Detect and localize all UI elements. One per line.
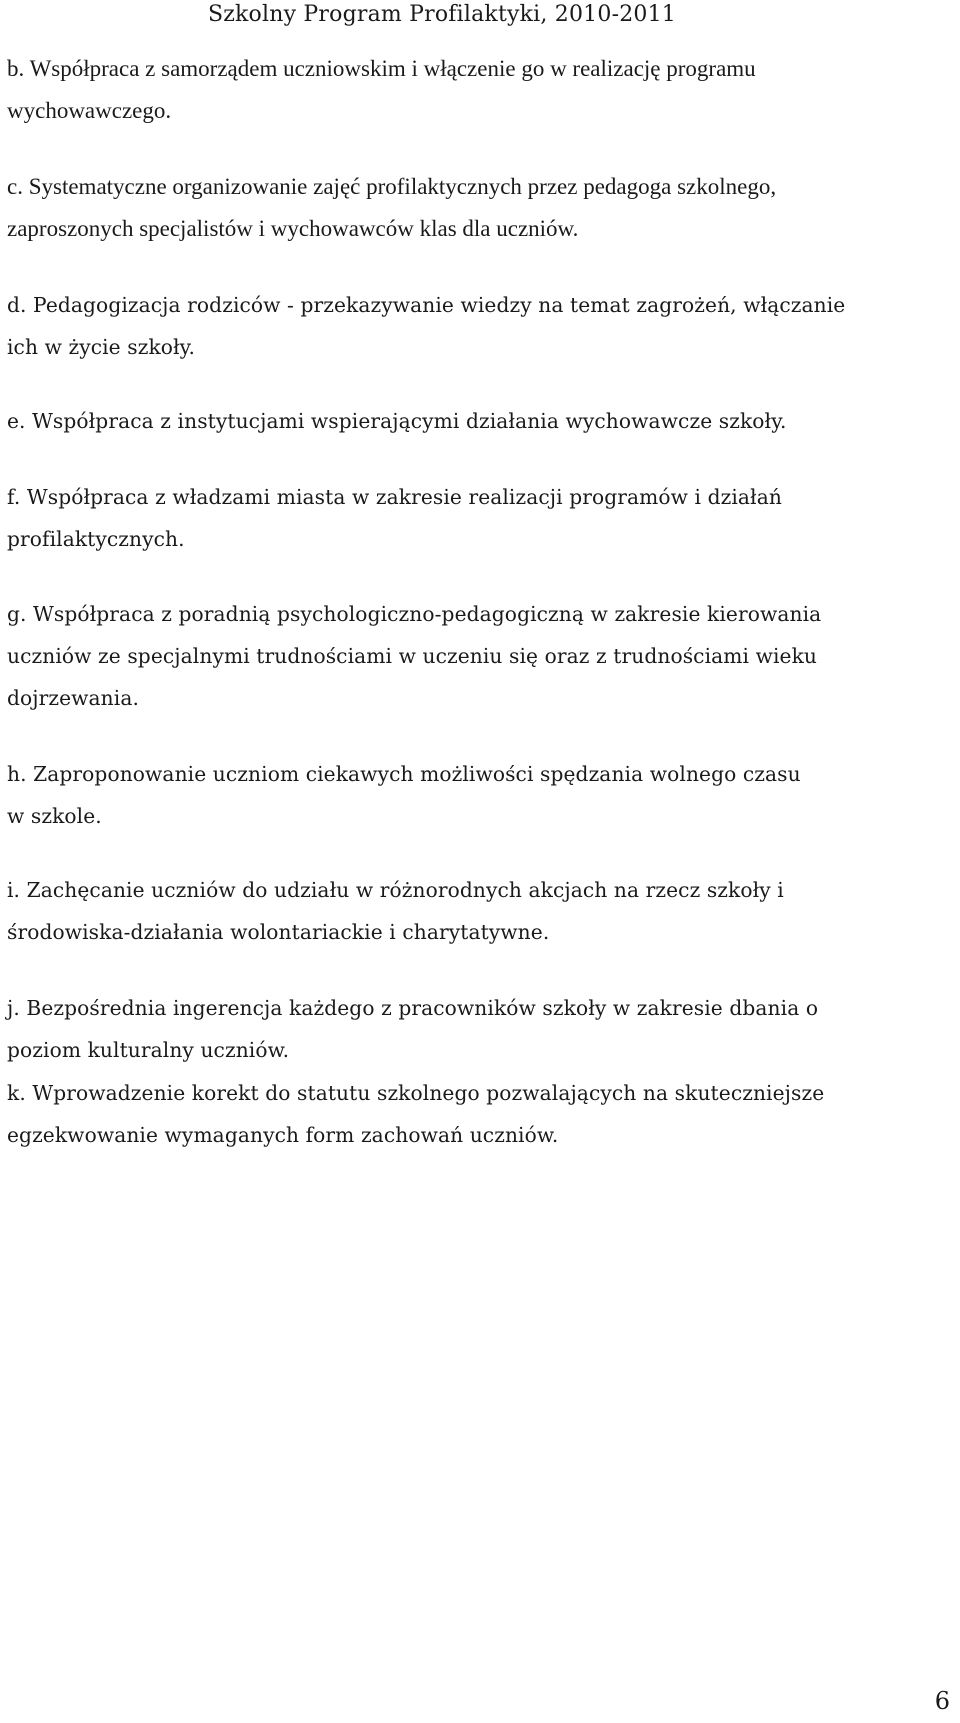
text-line: ich w życie szkoły. <box>7 335 196 359</box>
text-line: środowiska-działania wolontariackie i charytatywne. <box>7 920 550 944</box>
text-line: h. Zaproponowanie uczniom ciekawych możliwości spędzania wolnego czasu <box>7 762 801 786</box>
text-line: egzekwowanie wymaganych form zachowań uczniów. <box>7 1123 559 1147</box>
list-item-g <box>7 593 907 719</box>
text-line: wychowawczego. <box>7 98 172 123</box>
text-line: g. Współpraca z poradnią psychologiczno-pedagogiczną w zakresie kierowania <box>7 602 822 626</box>
list-item-d <box>7 284 907 368</box>
list-item-j <box>7 987 907 1071</box>
text-line: k. Wprowadzenie korekt do statutu szkolnego pozwalających na skuteczniejsze <box>7 1081 825 1105</box>
list-item-h <box>7 753 907 837</box>
list-item-c <box>7 166 907 250</box>
text-line: profilaktycznych. <box>7 527 185 551</box>
list-item-k <box>7 1072 907 1156</box>
list-item-f <box>7 476 907 560</box>
text-line: poziom kulturalny uczniów. <box>7 1038 290 1062</box>
text-line: c. Systematyczne organizowanie zajęć profilaktycznych przez pedagoga szkolnego, <box>7 174 777 199</box>
list-item-e <box>7 400 907 442</box>
text-line: b. Współpraca z samorządem uczniowskim i włączenie go w realizację programu <box>7 56 756 81</box>
text-line: f. Współpraca z władzami miasta w zakresie realizacji programów i działań <box>7 485 782 509</box>
text-line: zaproszonych specjalistów i wychowawców klas dla uczniów. <box>7 216 579 241</box>
running-header: Szkolny Program Profilaktyki, 2010-2011 <box>207 2 676 27</box>
text-line: d. Pedagogizacja rodziców - przekazywanie wiedzy na temat zagrożeń, włączanie <box>7 293 846 317</box>
list-item-i <box>7 869 907 953</box>
text-line: uczniów ze specjalnymi trudnościami w uczeniu się oraz z trudnościami wieku <box>7 644 818 668</box>
text-line: dojrzewania. <box>7 686 139 710</box>
text-line: w szkole. <box>7 804 102 828</box>
text-line: j. Bezpośrednia ingerencja każdego z pracowników szkoły w zakresie dbania o <box>7 996 819 1020</box>
text-line: e. Współpraca z instytucjami wspierającymi działania wychowawcze szkoły. <box>7 409 787 433</box>
text-line: i. Zachęcanie uczniów do udziału w różnorodnych akcjach na rzecz szkoły i <box>7 878 784 902</box>
list-item-b <box>7 48 907 132</box>
page-number: 6 <box>934 1687 950 1715</box>
